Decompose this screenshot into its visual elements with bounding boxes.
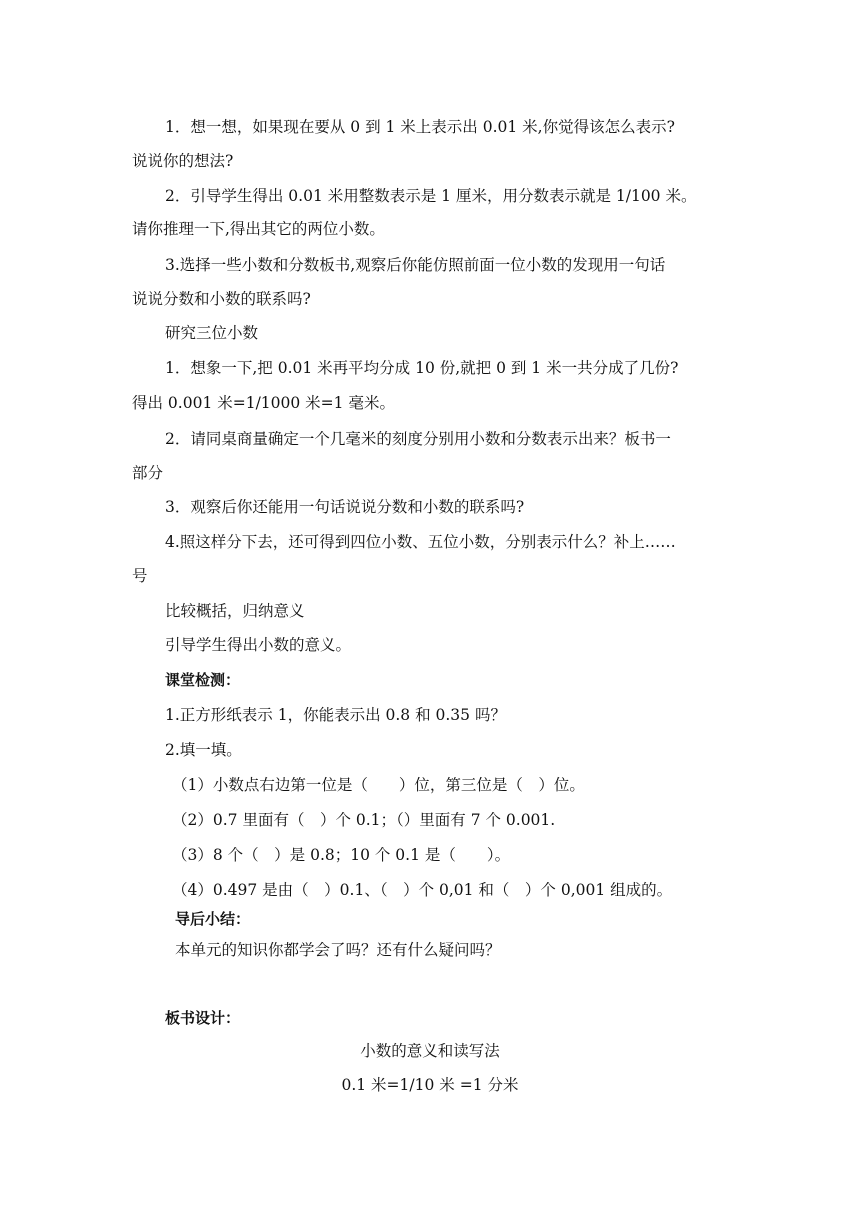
blackboard-equation: 0.1 米=1/10 米 =1 分米 — [341, 1076, 519, 1094]
section-heading-three-digit-decimals: 研究三位小数 — [165, 324, 259, 342]
step-2-guide-line: 2．引导学生得出 0.01 米用整数表示是 1 厘米，用分数表示就是 1/100 米。 — [165, 187, 697, 205]
fill-blank-item-4: （4）0.497 是由（ ）0.1、（ ）个 0,01 和（ ）个 0,001 组成的。 — [172, 881, 673, 899]
three-digit-step-2-continuation: 部分 — [132, 464, 164, 482]
fill-blank-item-3: （3）8 个（ ）是 0.8；10 个 0.1 是（ ）。 — [172, 846, 511, 864]
three-digit-step-4-continuation: 号 — [132, 567, 148, 585]
step-3-select-line: 3.选择一些小数和分数板书,观察后你能仿照前面一位小数的发现用一句话 — [165, 256, 666, 274]
post-class-summary-text: 本单元的知识你都学会了吗？还有什么疑问吗？ — [175, 941, 501, 959]
summary-text: 引导学生得出小数的意义。 — [165, 636, 352, 654]
three-digit-step-3-line: 3．观察后你还能用一句话说说分数和小数的联系吗? — [165, 498, 525, 516]
three-digit-step-4-line: 4.照这样分下去，还可得到四位小数、五位小数，分别表示什么？补上…… — [165, 533, 676, 551]
classroom-test-heading: 课堂检测： — [165, 671, 241, 689]
three-digit-step-1-line: 1．想象一下,把 0.01 米再平均分成 10 份,就把 0 到 1 米一共分成了几份? — [165, 359, 679, 377]
post-class-summary-heading: 导后小结： — [175, 910, 251, 928]
step-2-continuation: 请你推理一下,得出其它的两位小数。 — [132, 220, 385, 238]
test-question-2: 2.填一填。 — [165, 741, 242, 759]
fill-blank-item-2: （2）0.7 里面有（ ）个 0.1；（）里面有 7 个 0.001. — [172, 811, 556, 829]
test-question-1: 1.正方形纸表示 1，你能表示出 0.8 和 0.35 吗？ — [165, 706, 506, 724]
step-1-think-line: 1．想一想，如果现在要从 0 到 1 米上表示出 0.01 米,你觉得该怎么表示? — [165, 118, 675, 136]
three-digit-step-1-continuation: 得出 0.001 米=1/1000 米=1 毫米。 — [132, 394, 395, 412]
step-3-continuation: 说说分数和小数的联系吗? — [132, 290, 311, 308]
summary-heading: 比较概括，归纳意义 — [165, 602, 305, 620]
fill-blank-item-1: （1）小数点右边第一位是（ ）位，第三位是（ ）位。 — [172, 776, 585, 794]
blackboard-design-heading: 板书设计： — [165, 1009, 241, 1027]
blackboard-title: 小数的意义和读写法 — [360, 1042, 500, 1060]
step-1-continuation: 说说你的想法? — [132, 152, 234, 170]
three-digit-step-2-line: 2．请同桌商量确定一个几毫米的刻度分别用小数和分数表示出来？板书一 — [165, 430, 671, 448]
